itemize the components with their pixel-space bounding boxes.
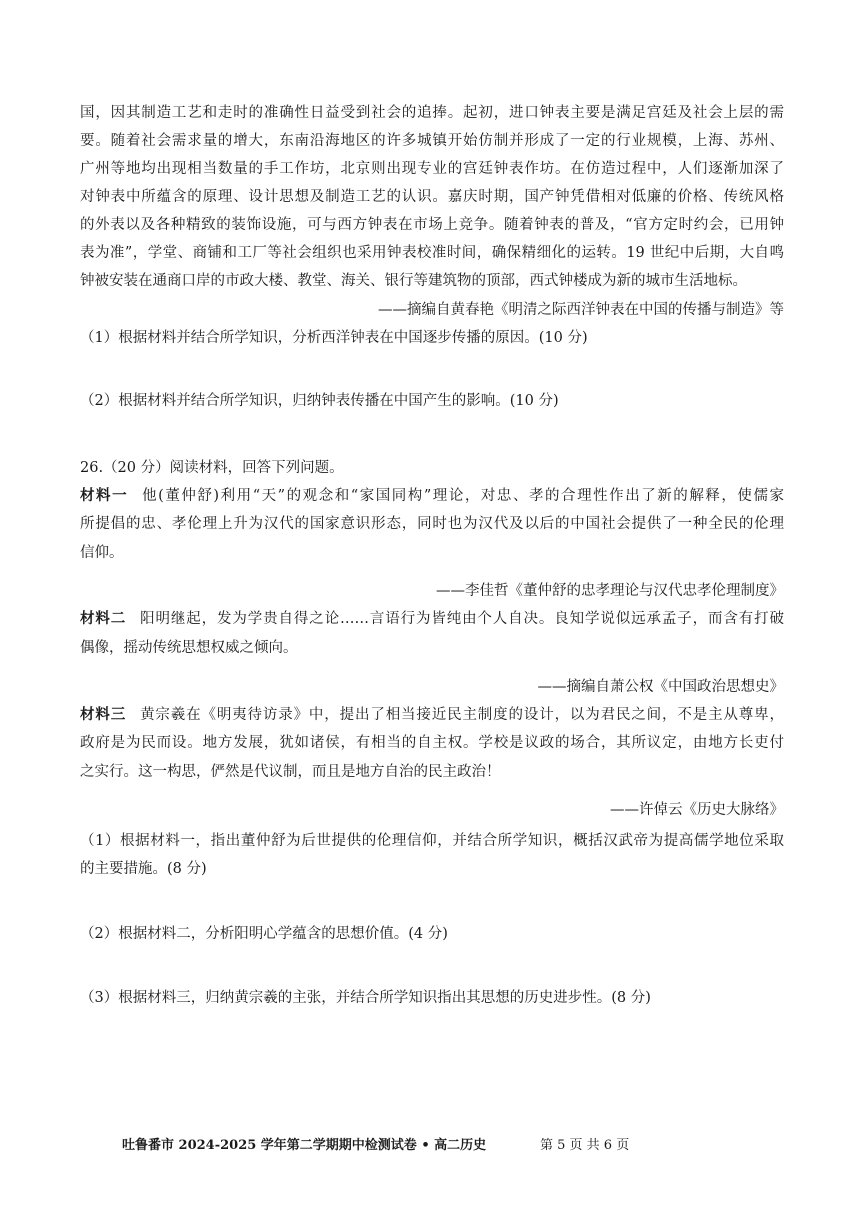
material-2-source: ——摘编自萧公权《中国政治思想史》: [537, 679, 784, 695]
material-1-line: [80, 486, 784, 506]
material-source: ——摘编自黄春艳《明清之际西洋钟表在中国的传播与制造》等: [378, 302, 784, 318]
material-line: 偶像，摇动传统思想权威之倾向。: [80, 640, 298, 656]
exam-title: 吐鲁番市 2024-2025 学年第二学期期中检测试卷 • 高二历史: [122, 1138, 487, 1153]
question-25-1: （1）根据材料并结合所学知识，分析西洋钟表在中国逐步传播的原因。(10 分): [80, 330, 588, 346]
question-26-2: （2）根据材料二，分析阳明心学蕴含的思想价值。(4 分): [80, 926, 448, 942]
material-line: 对钟表中所蕴含的原理、设计思想及制造工艺的认识。嘉庆时期，国产钟凭借相对低廉的价格、传统风格: [80, 189, 784, 205]
material-line: 钟被安装在通商口岸的市政大楼、教堂、海关、银行等建筑物的顶部，西式钟楼成为新的城市生活地标。: [80, 273, 747, 289]
material-line: 广州等地均出现相当数量的手工作坊，北京则出现专业的宫廷钟表作坊。在仿造过程中，人们逐渐加深了: [80, 161, 784, 177]
material-line: 要。随着社会需求量的增大，东南沿海地区的许多城镇开始仿制并形成了一定的行业规模，上海、苏州、: [80, 133, 784, 149]
material-line: 表为准”，学堂、商铺和工厂等社会组织也采用钟表校准时间，确保精细化的运转。19 世纪中后期，大自鸣: [80, 245, 784, 261]
material-3-line: [80, 705, 784, 725]
material-3-label: 材料三: [80, 706, 127, 723]
material-line: 国，因其制造工艺和走时的准确性日益受到社会的追捧。起初，进口钟表主要是满足宫廷及社会上层的需: [80, 105, 784, 121]
material-1-source: ——李佳哲《董仲舒的忠孝理论与汉代忠孝伦理制度》: [436, 583, 784, 599]
question-26-1: （1）根据材料一，指出董仲舒为后世提供的伦理信仰，并结合所学知识，概括汉武帝为提高儒学地位采取: [80, 833, 784, 849]
material-3-source: ——许倬云《历史大脉络》: [610, 802, 784, 818]
material-2-text: 阳明继起，发为学贵自得之论……言语行为皆纯由个人自决。良知学说似远承孟子，而含有打破: [140, 611, 784, 627]
page-number: 第 5 页 共 6 页: [540, 1138, 630, 1153]
material-line: 的外表以及各种精致的装饰设施，可与西方钟表在市场上竞争。随着钟表的普及，“官方定时约会，已用钟: [80, 217, 784, 233]
material-2-line: [80, 609, 784, 629]
material-line: 所提倡的忠、孝伦理上升为汉代的国家意识形态，同时也为汉代及以后的中国社会提供了一种全民的伦理: [80, 516, 784, 532]
question-26-3: （3）根据材料三，归纳黄宗羲的主张，并结合所学知识指出其思想的历史进步性。(8 分): [80, 990, 651, 1006]
material-1-label: 材料一: [80, 487, 129, 504]
material-1-text: 他(董仲舒)利用“天”的观念和“家国同构”理论，对忠、孝的合理性作出了新的解释，使儒家: [142, 488, 784, 504]
question-25-2: （2）根据材料并结合所学知识，归纳钟表传播在中国产生的影响。(10 分): [80, 393, 559, 409]
material-line: 信仰。: [80, 545, 124, 561]
material-line: 政府是为民而设。地方发展，犹如诸侯，有相当的自主权。学校是议政的场合，其所议定，由地方长吏付: [80, 735, 784, 751]
question-26-header: 26.（20 分）阅读材料，回答下列问题。: [80, 460, 344, 476]
material-3-text: 黄宗羲在《明夷待访录》中，提出了相当接近民主制度的设计，以为君民之间，不是主从尊卑，: [140, 707, 784, 723]
material-2-label: 材料二: [80, 610, 127, 627]
question-26-1-cont: 的主要措施。(8 分): [80, 861, 207, 877]
material-line: 之实行。这一构思，俨然是代议制，而且是地方自治的民主政治！: [80, 764, 501, 780]
